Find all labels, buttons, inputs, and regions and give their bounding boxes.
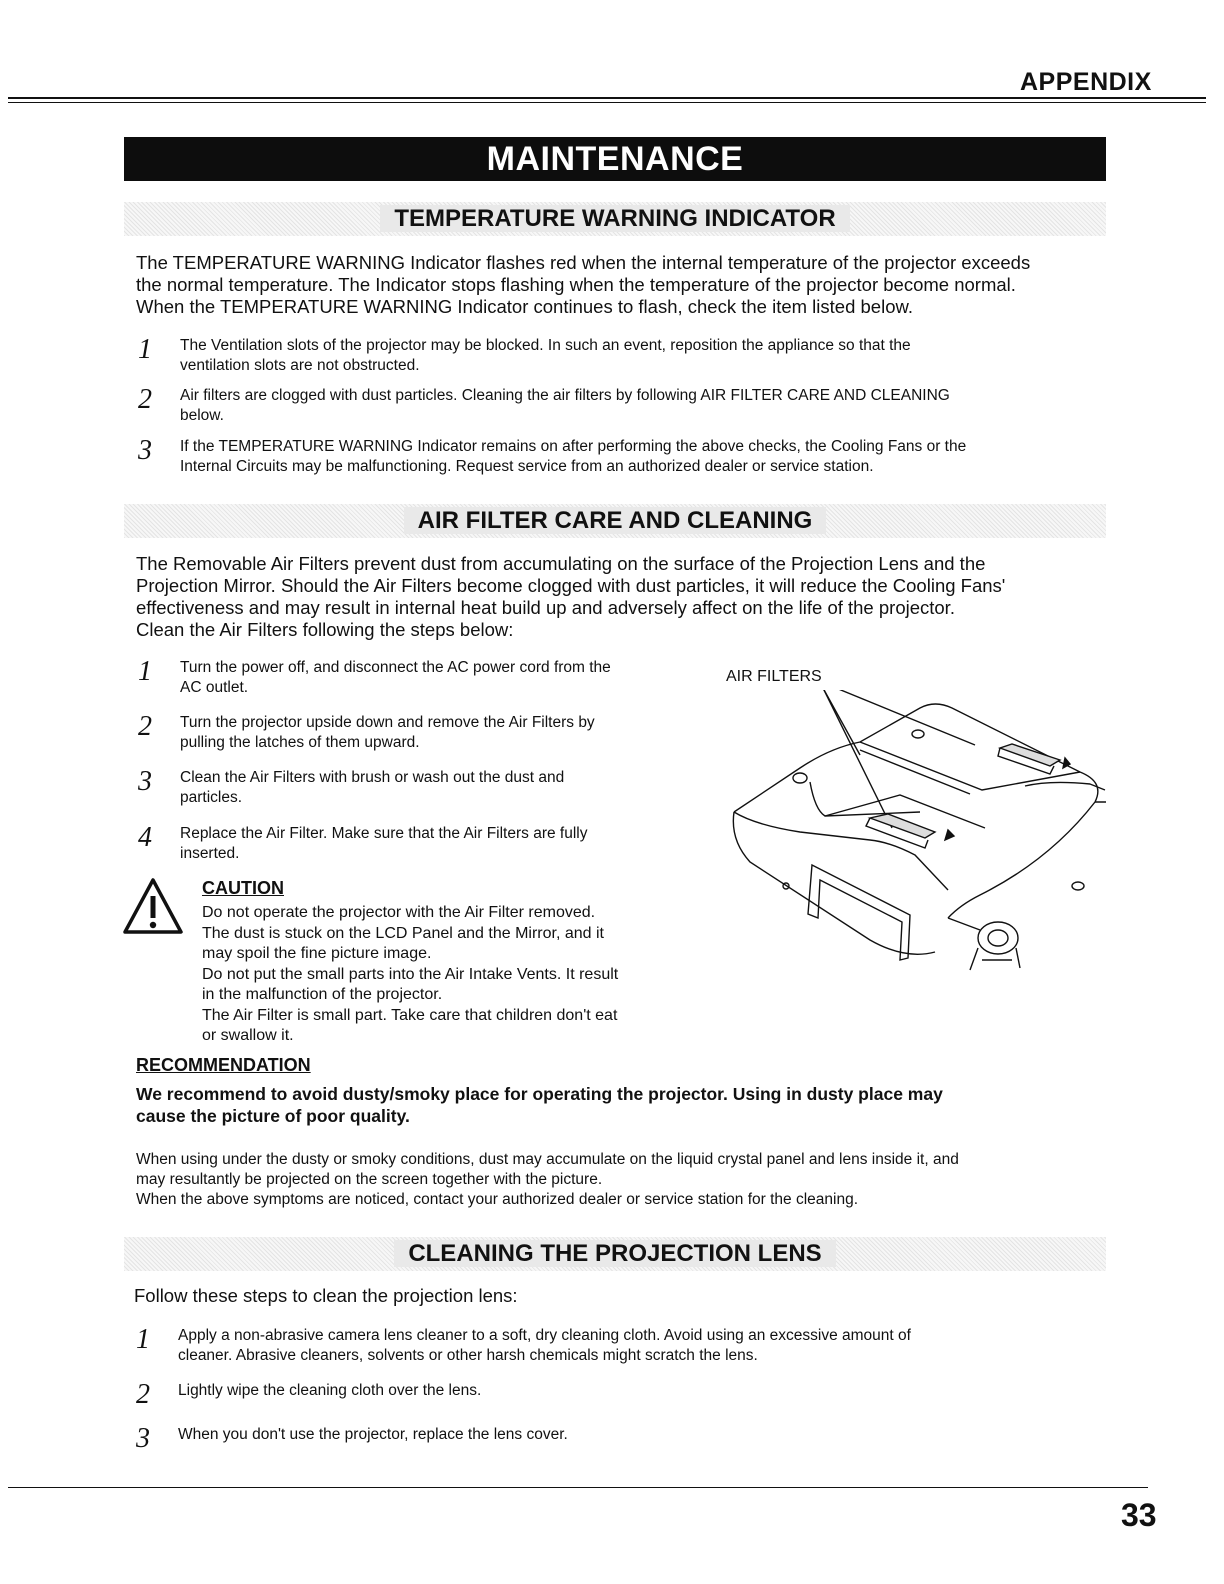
text-line: Air filters are clogged with dust particles. Cleaning the air filters by following AIR FILTER CARE AND CLEANING — [180, 387, 950, 404]
text-line: When using under the dusty or smoky conditions, dust may accumulate on the liquid crystal panel and lens inside it, and — [136, 1151, 959, 1168]
text-line: AC outlet. — [180, 679, 249, 696]
text-line: Projection Mirror. Should the Air Filters become clogged with dust particles, it will reduce the Cooling Fans' — [136, 575, 1006, 596]
text-line: effectiveness and may result in internal heat build up and adversely affect on the life of the projector. — [136, 597, 955, 618]
caution-title: CAUTION — [202, 878, 284, 898]
text-line: Lightly wipe the cleaning cloth over the lens. — [178, 1382, 482, 1399]
step-number: 1 — [138, 656, 152, 687]
step-number: 3 — [136, 1423, 150, 1454]
text-line: If the TEMPERATURE WARNING Indicator remains on after performing the above checks, the Cooling Fans or the — [180, 438, 967, 455]
step-item — [178, 1381, 1098, 1401]
step-number: 2 — [138, 711, 152, 742]
section-heading-air-filter — [124, 504, 1106, 538]
step-item — [178, 1326, 1098, 1366]
warning-triangle-icon — [121, 876, 185, 936]
text-line: When the TEMPERATURE WARNING Indicator continues to flash, check the item listed below. — [136, 296, 913, 317]
recommendation-title: RECOMMENDATION — [136, 1055, 311, 1075]
step-number: 3 — [138, 766, 152, 797]
text-line: inserted. — [180, 845, 240, 862]
section-label: APPENDIX — [1020, 68, 1152, 96]
section-heading-text: CLEANING THE PROJECTION LENS — [394, 1240, 835, 1267]
recommendation-summary — [136, 1083, 1106, 1127]
text-line: The Removable Air Filters prevent dust from accumulating on the surface of the Projection Lens and the — [136, 553, 986, 574]
temperature-intro — [136, 252, 1106, 318]
step-number: 1 — [136, 1324, 150, 1355]
text-line: in the malfunction of the projector. — [202, 986, 443, 1003]
text-line: Turn the projector upside down and remove the Air Filters by — [180, 714, 595, 731]
section-heading-temperature — [124, 202, 1106, 236]
text-line: When the above symptoms are noticed, contact your authorized dealer or service station for the cleaning. — [136, 1191, 858, 1208]
text-line: Replace the Air Filter. Make sure that the Air Filters are fully — [180, 825, 588, 842]
header-rule-thin — [8, 102, 1206, 103]
list-item — [180, 386, 1100, 426]
text-line: cleaner. Abrasive cleaners, solvents or other harsh chemicals might scratch the lens. — [178, 1347, 758, 1364]
text-line: below. — [180, 407, 224, 424]
header-rule — [8, 97, 1206, 99]
text-line: cause the picture of poor quality. — [136, 1106, 410, 1126]
lens-intro: Follow these steps to clean the projection lens: — [134, 1285, 518, 1306]
air-filter-intro — [136, 553, 1106, 641]
figure-label: AIR FILTERS — [726, 668, 822, 685]
text-line: pulling the latches of them upward. — [180, 734, 420, 751]
list-number: 2 — [138, 384, 152, 415]
text-line: Internal Circuits may be malfunctioning. Request service from an authorized dealer or service station. — [180, 458, 874, 475]
text-line: may spoil the fine picture image. — [202, 945, 432, 962]
text-line: Clean the Air Filters following the steps below: — [136, 619, 514, 640]
text-line: Apply a non-abrasive camera lens cleaner to a soft, dry cleaning cloth. Avoid using an excessive amount of — [178, 1327, 911, 1344]
caution-text — [202, 903, 692, 1047]
step-item — [180, 768, 690, 808]
text-line: Clean the Air Filters with brush or wash out the dust and — [180, 769, 565, 786]
text-line: particles. — [180, 789, 243, 806]
page-title: MAINTENANCE — [124, 137, 1106, 181]
list-number: 1 — [138, 334, 152, 365]
text-line: Do not put the small parts into the Air Intake Vents. It result — [202, 965, 619, 983]
list-item — [180, 336, 1100, 376]
text-line: The Ventilation slots of the projector may be blocked. In such an event, reposition the appliance so that the — [180, 337, 911, 354]
section-heading-lens — [124, 1237, 1106, 1271]
text-line: may resultantly be projected on the screen together with the picture. — [136, 1171, 603, 1188]
text-line: the normal temperature. The Indicator stops flashing when the temperature of the projector become normal. — [136, 274, 1016, 295]
footer-rule — [8, 1487, 1148, 1488]
step-item — [180, 658, 690, 698]
text-line: ventilation slots are not obstructed. — [180, 357, 420, 374]
list-number: 3 — [138, 435, 152, 466]
step-item — [180, 713, 690, 753]
projector-air-filter-illustration — [720, 690, 1110, 990]
list-item — [180, 437, 1100, 477]
step-item — [178, 1425, 1098, 1445]
text-line: The TEMPERATURE WARNING Indicator flashes red when the internal temperature of the projector exceeds — [136, 252, 1031, 273]
section-heading-text: AIR FILTER CARE AND CLEANING — [404, 507, 827, 534]
step-item — [180, 824, 690, 864]
text-line: or swallow it. — [202, 1027, 294, 1044]
text-line: We recommend to avoid dusty/smoky place for operating the projector. Using in dusty place may — [136, 1084, 943, 1104]
text-line: Turn the power off, and disconnect the AC power cord from the — [180, 659, 611, 676]
page-number: 33 — [1121, 1497, 1157, 1533]
recommendation-body — [136, 1150, 1106, 1210]
step-number: 4 — [138, 822, 152, 853]
text-line: The dust is stuck on the LCD Panel and the Mirror, and it — [202, 924, 604, 942]
section-heading-text: TEMPERATURE WARNING INDICATOR — [380, 205, 849, 232]
text-line: When you don't use the projector, replace the lens cover. — [178, 1426, 568, 1443]
text-line: Do not operate the projector with the Air Filter removed. — [202, 904, 596, 921]
text-line: The Air Filter is small part. Take care that children don't eat — [202, 1006, 618, 1024]
step-number: 2 — [136, 1379, 150, 1410]
